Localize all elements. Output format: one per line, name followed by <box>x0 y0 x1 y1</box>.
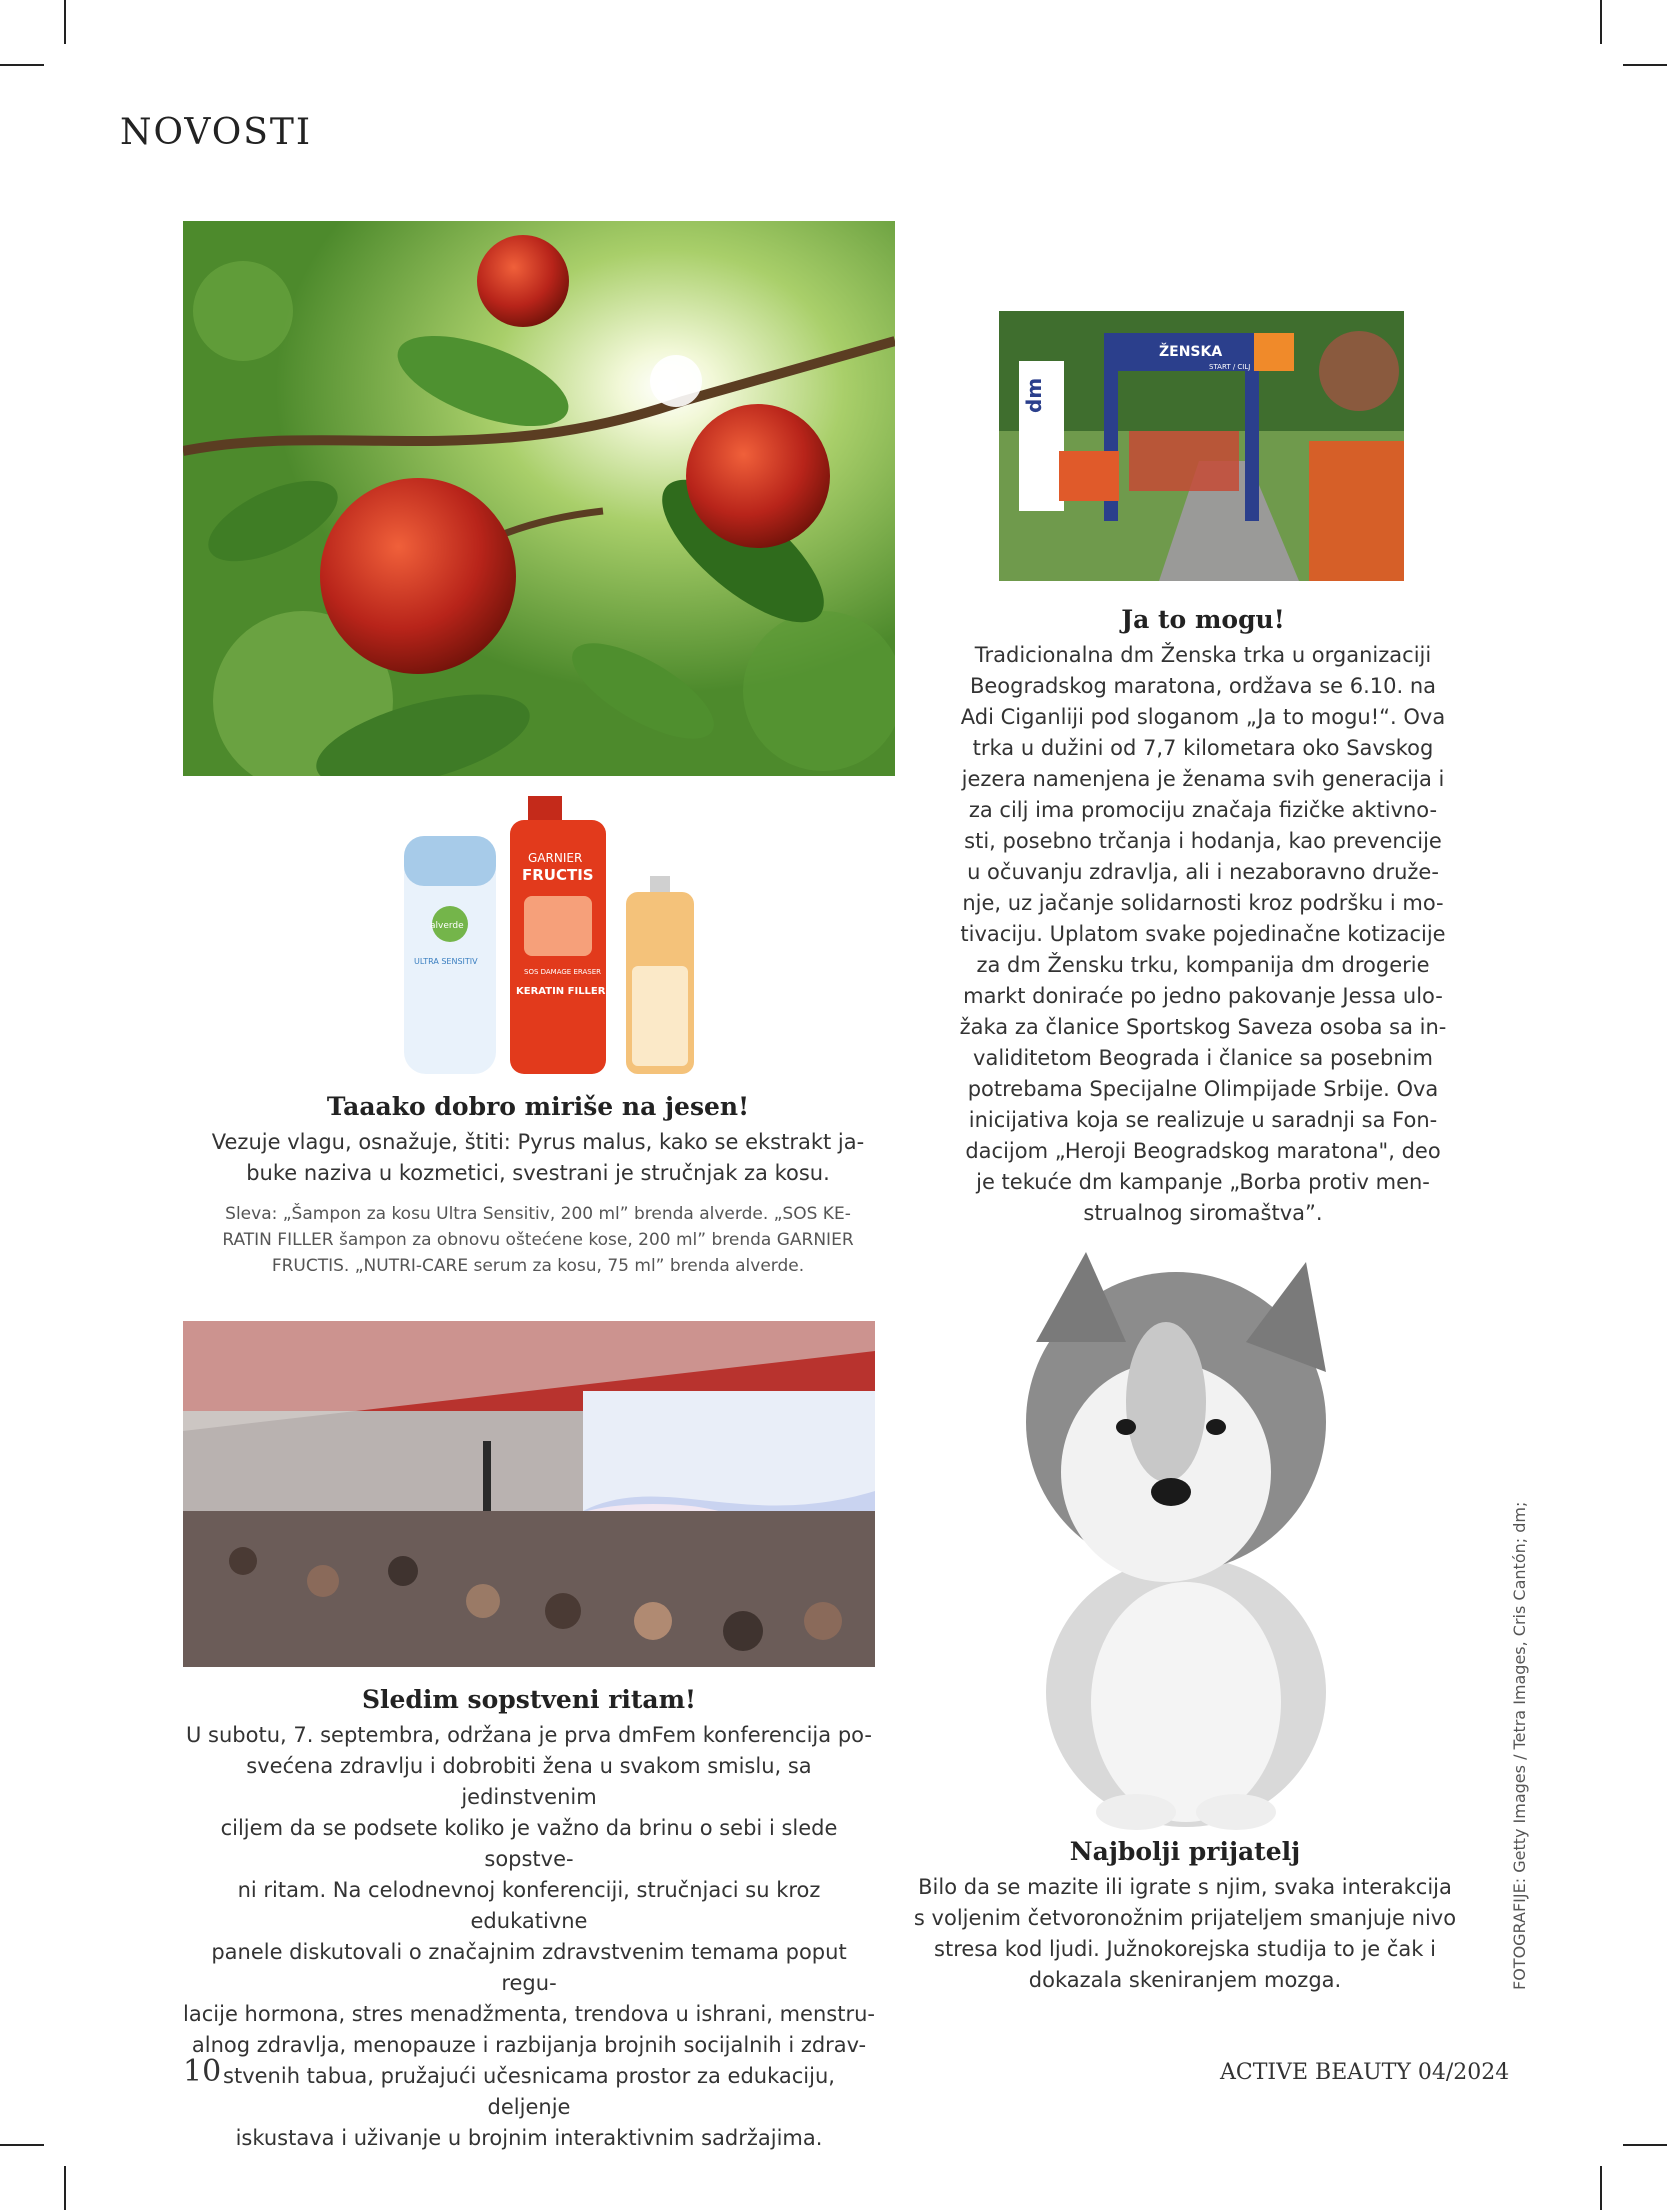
apple-article-caption: Sleva: „Šampon za kosu Ultra Sensitiv, 200 ml” brenda alverde. „SOS KE- RATIN FILLER šampon za obnovu oštećene kose, 200 ml” brenda GARNIER FRUCTIS. „NUTRI-CARE serum za kosu, 75 ml” brenda alverde. <box>222 1204 854 1276</box>
dm-logo-text: dm <box>1022 377 1046 413</box>
race-photo <box>999 311 1404 581</box>
apple-photo <box>183 221 895 776</box>
apple-article-body: Vezuje vlagu, osnažuje, štiti: Pyrus malus, kako se ekstrakt ja- buke naziva u kozmetici, svestrani je stručnjak za kosu. <box>211 1130 865 1185</box>
dog-article-body: Bilo da se mazite ili igrate s njim, svaka interakcija s voljenim četvoronožnim prijateljem smanjuje nivo stresa kod ljudi. Južnokorejska studija to je čak i dokazala skeniranjem mozga. <box>913 1875 1457 1992</box>
apple-article <box>183 1092 893 1279</box>
apple-article-title: Taaako dobro miriše na jesen! <box>326 1092 750 1121</box>
products-photo <box>400 796 714 1078</box>
bottle2-line: FRUCTIS <box>522 866 594 884</box>
bottle2-sub: SOS DAMAGE ERASER <box>524 968 601 976</box>
run-article <box>948 605 1458 1229</box>
dog-article-title: Najbolji prijatelj <box>1069 1837 1301 1866</box>
crop-mark <box>1600 2166 1602 2210</box>
magazine-issue: ACTIVE BEAUTY 04/2024 <box>1220 2060 1510 2085</box>
crop-mark <box>64 0 66 44</box>
conference-article-body: U subotu, 7. septembra, održana je prva dmFem konferencija po- svećena zdravlju i dobrobiti žena u svakom smislu, sa jedinstvenim ciljem da se podsete koliko je važno da brinu o sebi i slede sopstve- ni ritam. Na celodnevnoj konferenciji, stručnjaci su kroz edukativne panele diskutovali o značajnim zdravstvenim temama poput regu- lacije hormona, stres menadžmenta, trendova u ishrani, menstru- alnog zdravlja, menopauze i razbijanja brojnih socijalnih i zdrav- stvenih tabua, pružajući učesnicama prostor za edukaciju, deljenje iskustava i uživanje u brojnim interaktivnim sadržajima. <box>183 1723 875 2150</box>
section-title: NOVOSTI <box>120 112 313 153</box>
crop-mark <box>1623 2144 1667 2146</box>
run-article-body: Tradicionalna dm Ženska trka u organizaciji Beogradskog maratona, ordžava se 6.10. na Adi Ciganliji pod sloganom „Ja to mogu!“. Ova trka u dužini od 7,7 kilometara oko Savskog jezera namenjena je ženama svih generacija i za cilj ima promociju značaja fizičke aktivno- sti, posebno trčanja i hodanja, kao prevencije u očuvanju zdravlja, ali i nezaboravno druže- nje, uz jačanje solidarnosti kroz podršku i mo- tivaciju. Uplatom svake pojedinačne kotizacije za dm Žensku trku, kompanija dm drogerie markt doniraće po jedno pakovanje Jessa ulo- žaka za članice Sportskog Saveza osoba sa in- validitetom Beograda i članice sa posebnim potrebama Specijalne Olimpijade Srbije. Ova inicijativa koja se realizuje u saradnji sa Fon- dacijom „Heroji Beogradskog maratona", deo je tekuće dm kampanje „Borba protiv men- strualnog siromaštva”. <box>959 643 1447 1225</box>
page-number: 10 <box>183 2054 222 2089</box>
bottle1-brand: alverde <box>430 921 464 931</box>
crop-mark <box>0 64 44 66</box>
dog-photo <box>1016 1232 1356 1832</box>
conference-photo <box>183 1321 875 1667</box>
conference-article-title: Sledim sopstveni ritam! <box>361 1685 697 1714</box>
race-banner-sub: START / CILJ <box>1209 363 1251 371</box>
crop-mark <box>64 2166 66 2210</box>
race-banner-text: ŽENSKA <box>1159 344 1223 360</box>
run-article-title: Ja to mogu! <box>1121 605 1285 634</box>
crop-mark <box>1600 0 1602 44</box>
bottle1-name: ULTRA SENSITIV <box>414 957 478 966</box>
conference-article <box>183 1685 875 2154</box>
crop-mark <box>0 2144 44 2146</box>
dog-article <box>900 1837 1470 1996</box>
photo-credit: FOTOGRAFIJE: Getty Images / Tetra Images, Cris Cantón; dm; <box>1510 1501 1529 1990</box>
bottle2-name: KERATIN FILLER <box>516 986 606 997</box>
crop-mark <box>1623 64 1667 66</box>
bottle2-brand: GARNIER <box>528 851 583 865</box>
